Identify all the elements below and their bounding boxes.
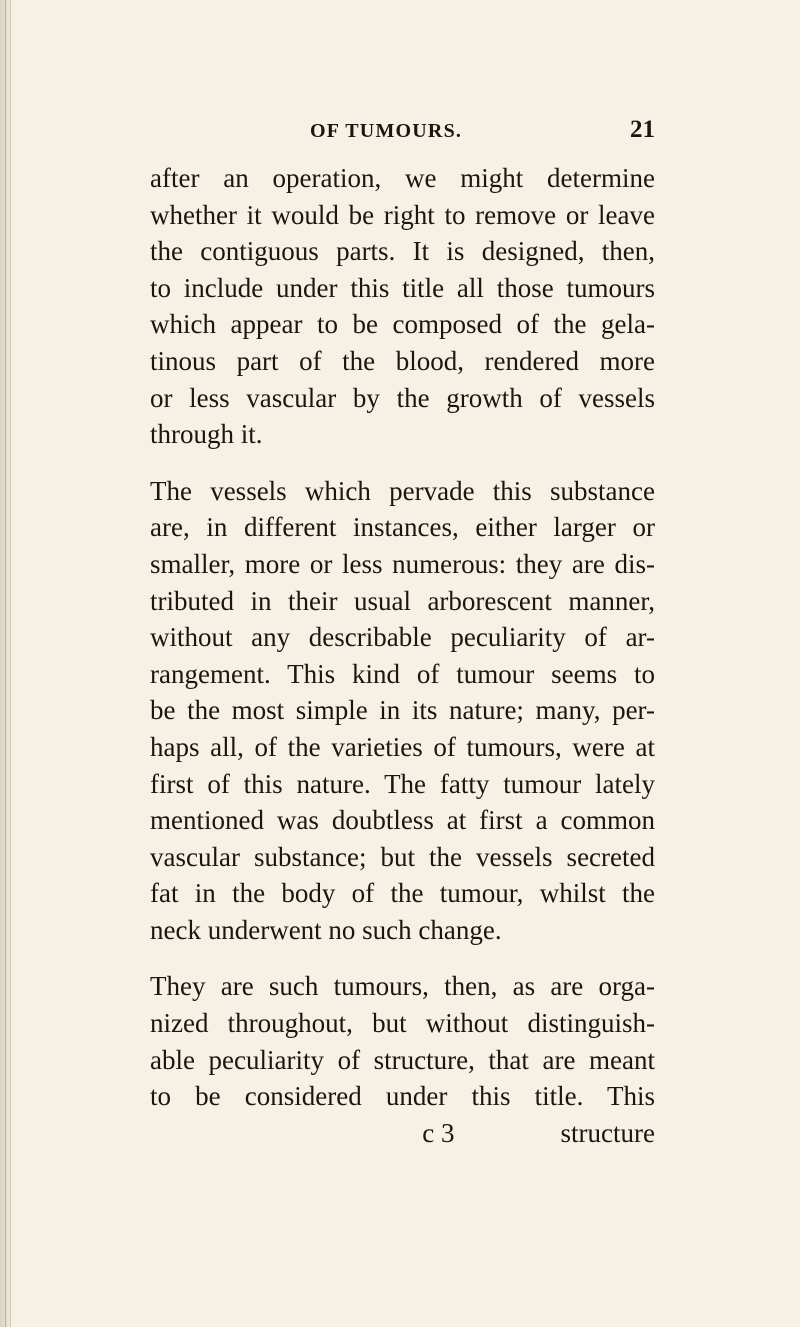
text-line: neck underwent no such change. [150,914,502,945]
paragraph-1 [150,160,655,453]
paragraph-gap [150,948,655,968]
text-line: rangement. This kind of tumour seems to [150,658,655,689]
text-line: after an operation, we might determine [150,163,655,193]
footer-line [150,1115,655,1152]
text-line: vascular substance; but the vessels secreted [150,841,655,872]
text-line: are, in different instances, either larger or [150,512,655,543]
text-line: which appear to be composed of the gela- [150,309,655,340]
page-number: 21 [630,116,655,143]
text-line: The vessels which pervade this substance [150,475,655,506]
text-line: smaller, more or less numerous: they are dis- [150,548,655,579]
page-edge-line [5,0,6,1327]
text-line: tinous part of the blood, rendered more [150,345,655,376]
signature-mark: c 3 [422,1117,455,1148]
running-title: OF TUMOURS. [310,120,463,142]
catchword: structure [560,1117,655,1148]
paragraph-3 [150,968,655,1114]
text-line: be the most simple in its nature; many, per- [150,695,655,726]
text-line: the contiguous parts. It is designed, then, [150,236,655,267]
page-header [150,108,655,148]
text-line: haps all, of the varieties of tumours, were at [150,731,655,762]
text-line: whether it would be right to remove or leave [150,199,655,230]
text-line: able peculiarity of structure, that are meant [150,1044,655,1075]
text-line: first of this nature. The fatty tumour lately [150,768,655,799]
text-line: fat in the body of the tumour, whilst the [150,878,655,909]
text-line: mentioned was doubtless at first a common [150,805,655,836]
text-line: to include under this title all those tumours [150,272,655,303]
page-edge [0,0,11,1327]
text-line: or less vascular by the growth of vessels [150,382,655,413]
text-line: to be considered under this title. This [150,1081,655,1112]
body-text [150,160,655,1151]
text-line: through it. [150,419,263,450]
paragraph-gap [150,453,655,473]
text-line: nized throughout, but without distinguish- [150,1008,655,1039]
text-line: They are such tumours, then, as are orga- [150,971,655,1002]
text-line: tributed in their usual arborescent manner, [150,585,655,616]
text-line: without any describable peculiarity of ar- [150,622,655,653]
paragraph-2 [150,473,655,949]
